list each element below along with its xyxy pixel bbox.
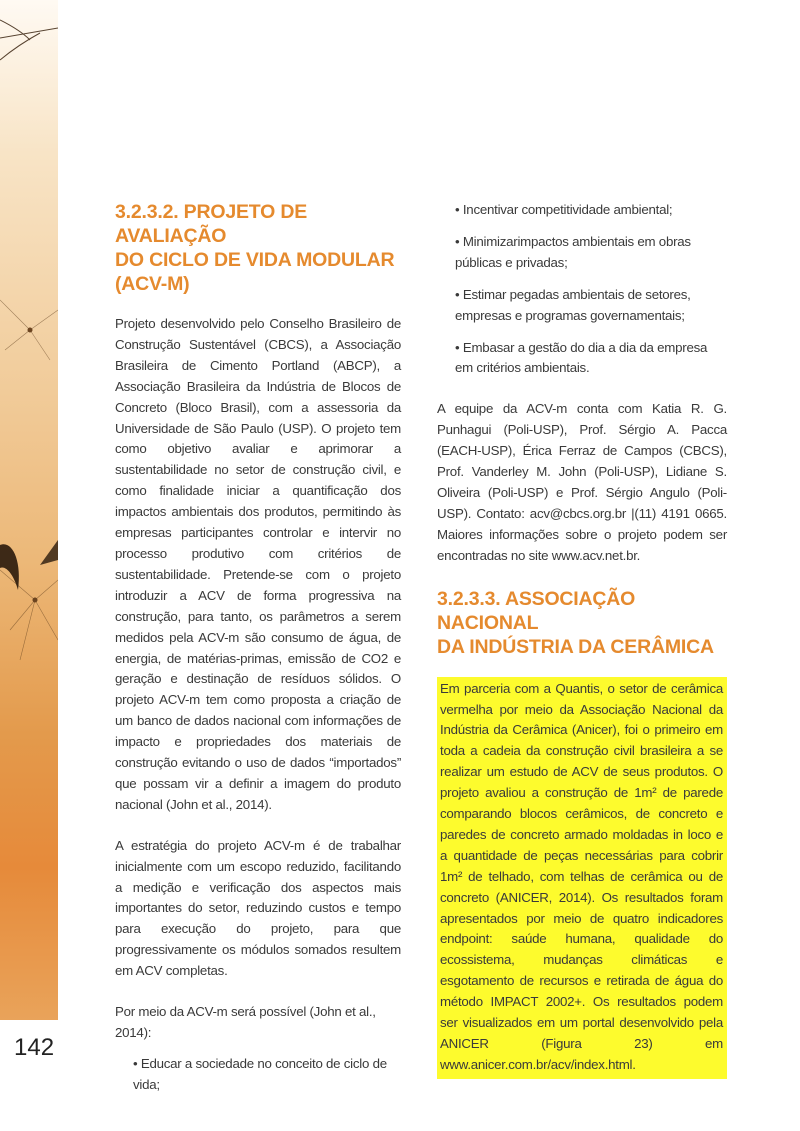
dandelion-side-image bbox=[0, 0, 58, 1020]
heading-line: DO CICLO DE VIDA MODULAR bbox=[115, 249, 395, 271]
bullet-item: • Incentivar competitividade ambiental; bbox=[455, 202, 673, 217]
paragraph-possibilities-intro: Por meio da ACV-m será possível (John et al., 2014): bbox=[115, 1004, 376, 1040]
section-heading-acv-m bbox=[115, 200, 401, 296]
heading-line: 3.2.3.3. ASSOCIAÇÃO NACIONAL bbox=[437, 587, 636, 634]
highlighted-paragraph-anicer: Em parceria com a Quantis, o setor de cerâmica vermelha por meio da Associação Nacional da Indústria da Cerâmica (Anicer), foi o primeiro em toda a cadeia da construção civil brasileira a se realizar um estudo de ACV de seus produtos. O projeto avaliou a construção de 1m² de parede comparando blocos cerâmicos, de concreto e paredes de concreto armado moldadas in loco e a quantidade de peças necessárias para cobrir 1m² de telhado, com telhas de cerâmica ou de concreto (ANICER, 2014). Os resultados foram apresentados por meio de quatro indicadores endpoint: saúde humana, qualidade do ecossistema, mudanças climáticas e esgotamento de recursos e retirada de água do método IMPACT 2002+. Os resultados podem ser visualizados em um portal desenvolvido pela ANICER (Figura 23) em www.anicer.com.br/acv/index.html. bbox=[437, 677, 727, 1079]
paragraph-team: A equipe da ACV-m conta com Katia R. G. Punhagui (Poli-USP), Prof. Sérgio A. Pacca (EACH-USP), Érica Ferraz de Campos (CBCS), Prof. Vanderley M. John (Poli-USP), Lidiane S. Oliveira (Poli-USP) e Prof. Sérgio Angulo (Poli-USP). Contato: acv@cbcs.org.br |(11) 4191 0665. Maiores informações sobre o projeto podem ser encontradas no site www.acv.net.br. bbox=[437, 401, 727, 563]
heading-line: 3.2.3.2. PROJETO DE AVALIAÇÃO bbox=[115, 201, 308, 247]
right-column bbox=[437, 200, 727, 1079]
bullet-item: • Estimar pegadas ambientais de setores, empresas e programas governamentais; bbox=[455, 286, 691, 323]
bullet-item: • Minimizarimpactos ambientais em obras públicas e privadas; bbox=[455, 233, 691, 270]
bullet-item: • Educar a sociedade no conceito de ciclo de vida; bbox=[133, 1055, 387, 1092]
heading-line: (ACV-M) bbox=[115, 273, 190, 295]
dandelion-seeds-illustration bbox=[0, 0, 58, 1020]
section-heading-anicer bbox=[437, 587, 727, 659]
bullet-item: • Embasar a gestão do dia a dia da empresa em critérios ambientais. bbox=[455, 339, 708, 376]
paragraph-strategy: A estratégia do projeto ACV-m é de trabalhar inicialmente com um escopo reduzido, facilitando a medição e verificação dos aspectos mais importantes do setor, reduzindo custos e tempo para execução do projeto, para que progressivamente os módulos somados resultem em ACV completas. bbox=[115, 837, 401, 979]
paragraph-project-description: Projeto desenvolvido pelo Conselho Brasileiro de Construção Sustentável (CBCS), a Associação Brasileira de Cimento Portland (ABCP), a Associação Brasileira da Indústria de Blocos de Concreto (Bloco Brasil), com a assessoria da Universidade de São Paulo (USP). O projeto tem como objetivo avaliar e aprimorar a sustentabilidade no setor de construção civil, e como finalidade iniciar a quantificação dos impactos ambientais dos produtos, permitindo às empresas participantes controlar e intervir no processo produtivo com critérios de sustentabilidade. Pretende-se com o projeto introduzir a ACV de forma progressiva na construção, para tanto, os parâmetros a serem medidos pela ACV-m são consumo de água, de energia, de matérias-primas, emissão de CO2 e geração e destinação de resíduos sólidos. O projeto ACV-m tem como proposta a criação de um banco de dados nacional com informações de impacto e propriedades dos materiais de construção evitando o uso de dados “importados” que possam vir a definir a imagem do produto nacional (John et al., 2014). bbox=[115, 316, 401, 812]
left-column bbox=[115, 200, 401, 1096]
page-number: 142 bbox=[14, 1034, 55, 1061]
heading-line: DA INDÚSTRIA DA CERÂMICA bbox=[437, 635, 714, 658]
